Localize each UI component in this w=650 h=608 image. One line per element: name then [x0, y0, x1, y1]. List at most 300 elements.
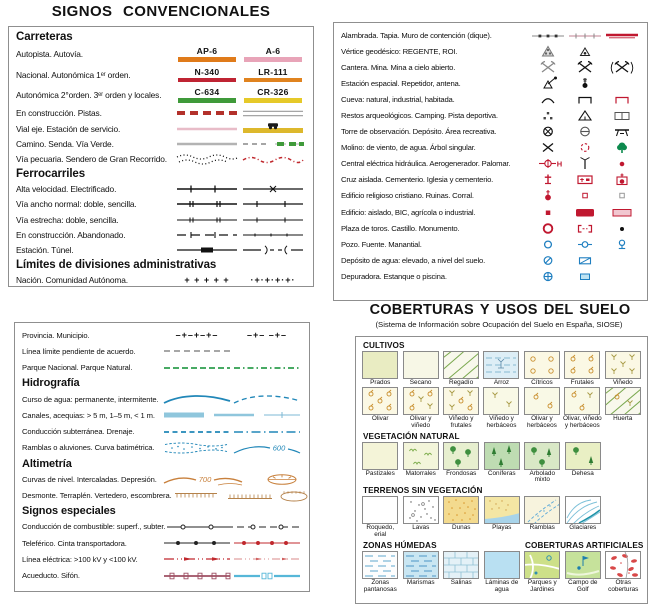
legend-row — [22, 535, 302, 551]
tile-olivar_vinedo_herbaceos — [562, 387, 602, 430]
legend-row-label: Vértice geodésico: REGENTE, ROI. — [341, 46, 458, 56]
casing-symbol-cell — [240, 106, 306, 120]
building-bic-icon — [566, 205, 603, 220]
dash-gray-symbol — [162, 343, 232, 359]
rail-ticks-symbol — [175, 182, 239, 196]
park-natural-glyph — [232, 360, 302, 376]
wavy-red-symbol-cell — [240, 152, 306, 166]
tile-label: Huerta — [613, 414, 633, 422]
rail-station-symbol-cell — [174, 243, 240, 257]
tile-golf — [563, 551, 604, 594]
tile-ramblas — [522, 496, 563, 539]
road-shield — [244, 47, 302, 62]
tile-label: Glaciares — [569, 524, 597, 532]
svg-text:H: H — [556, 159, 562, 169]
tile-matorrales — [401, 442, 442, 485]
legend-row — [22, 568, 302, 584]
legend-row — [341, 268, 640, 284]
legend-row — [341, 75, 640, 91]
legend-row — [16, 121, 306, 136]
sports-field-glyph — [604, 108, 640, 123]
tile-row — [360, 551, 522, 594]
tile-otras — [603, 551, 644, 594]
corral-icon — [603, 188, 640, 203]
legend-row-label: En construcción. Abandonado. — [16, 229, 126, 240]
line-symbol-cell — [174, 122, 240, 136]
legend-row — [22, 360, 302, 376]
salinas-swatch — [443, 551, 479, 579]
road-line — [178, 78, 236, 83]
ruins-dots-glyph — [530, 108, 566, 123]
park-nacional-symbol — [162, 360, 232, 376]
building-industrial-glyph — [604, 205, 640, 220]
castle-icon — [566, 221, 603, 236]
legend-row — [16, 85, 306, 106]
legend-row-label: En construcción. Pistas. — [16, 108, 102, 119]
aqueduct-symbol — [162, 568, 232, 584]
fuel-underground-symbol — [235, 519, 305, 535]
landcover-group-heading: CULTIVOS — [363, 341, 405, 350]
tile-vinedo_frutales — [441, 387, 481, 430]
road-line — [244, 57, 302, 62]
playas-swatch — [484, 496, 520, 524]
tile-huerta — [603, 387, 643, 430]
casing-symbol — [241, 106, 305, 120]
mine-gray-icon — [529, 60, 566, 75]
rail-double-symbol-cell — [174, 197, 240, 211]
landcover-subtitle: (Sistema de Información sobre Ocupación del Suelo en España, SIOSE) — [375, 320, 623, 329]
laminas-swatch — [484, 551, 520, 579]
legend-row — [16, 106, 306, 121]
watermill-icon — [566, 140, 603, 155]
legend-row-label: Acueducto. Sifón. — [22, 571, 80, 581]
water-tank-elevated-icon — [529, 253, 566, 268]
boundary-symbol — [162, 330, 232, 340]
dovecote-icon — [603, 156, 640, 171]
pond-icon — [566, 269, 603, 284]
dunas-swatch — [443, 496, 479, 524]
dashes-symbol-cell — [174, 106, 240, 120]
slopes-symbol — [172, 488, 310, 504]
legend-row-label: Autopista. Autovía. — [16, 49, 83, 60]
fountain-glyph — [567, 237, 603, 252]
vertex-roi-icon — [566, 44, 603, 59]
section-heading: Hidrografía — [22, 377, 80, 390]
legend-row — [341, 124, 640, 140]
dovecote-glyph — [604, 156, 640, 171]
wavy-dots-symbol — [175, 152, 239, 166]
road-shield — [178, 88, 236, 103]
fuel-surface-symbol — [165, 519, 235, 535]
tile-arroz — [481, 351, 521, 387]
rail-station-symbol — [175, 243, 239, 257]
tile-salinas — [441, 551, 482, 594]
cablecar-glyph — [162, 535, 232, 551]
bottom-groups-row — [360, 539, 643, 594]
tile-pastizales — [360, 442, 401, 485]
legend-row-label: Conducción de combustible: superf., subter. — [22, 522, 166, 532]
tile-olivar — [360, 387, 400, 430]
hydro-plant-glyph — [530, 156, 566, 171]
tile-laminas — [482, 551, 523, 594]
tile-label: Olivar y viñedo — [409, 414, 432, 429]
legend-row — [341, 188, 640, 204]
wall-glyph — [567, 28, 603, 43]
tile-label: Olivar y herbáceos — [526, 414, 557, 429]
mine-black-icon — [566, 60, 603, 75]
road-shield-label: C-634 — [194, 87, 220, 98]
legend-row-label: Estación espacial. Repetidor, antena. — [341, 78, 461, 88]
tile-olivar_vinedo — [400, 387, 440, 430]
tile-citricos — [522, 351, 562, 387]
tunnel-symbol — [241, 243, 305, 257]
line-symbol — [175, 137, 239, 151]
cave-bracket-black-icon — [566, 92, 603, 107]
tile-label: Cítricos — [531, 379, 553, 386]
pantanosas-swatch — [362, 551, 398, 579]
legend-row-label: Restos arqueológicos. Camping. Pista deportiva. — [341, 111, 498, 121]
olivar_vinedo-swatch — [403, 387, 439, 415]
power-hv-symbol — [162, 551, 232, 567]
line-symbol — [175, 122, 239, 136]
legend-row — [22, 440, 302, 456]
fence-icon — [529, 28, 566, 43]
panel-misc — [14, 322, 310, 592]
sports-field-icon — [603, 108, 640, 123]
boundary-symbol-text: –+–+–+– — [175, 330, 219, 341]
vertex-regente-glyph — [530, 44, 566, 59]
power-lv-glyph — [232, 551, 302, 567]
cave-arc-icon — [529, 92, 566, 107]
cave-bracket-red-glyph — [604, 92, 640, 107]
ruins-square-icon — [566, 188, 603, 203]
tile-dunas — [441, 496, 482, 539]
road-shield-label: A-6 — [265, 46, 281, 57]
roquedo-swatch — [362, 496, 398, 524]
wavy-red-symbol — [241, 152, 305, 166]
regadio-swatch — [443, 351, 479, 379]
tile-label: Viñedo — [612, 379, 633, 386]
road-shield — [244, 88, 302, 103]
empty-symbol — [232, 343, 302, 359]
legend-row-label: Línea eléctrica: >100 kV y <100 kV. — [22, 554, 138, 564]
bullring-icon — [529, 221, 566, 236]
deposit-icon — [566, 124, 603, 139]
tile-label: Láminas de agua — [485, 578, 519, 593]
shield-symbol-cell — [240, 68, 306, 83]
legend-row-label: Vía pecuaria. Sendero de Gran Recorrido. — [16, 153, 167, 164]
glaciares-swatch — [565, 496, 601, 524]
legend-row — [16, 151, 306, 166]
power-lv-symbol — [232, 551, 302, 567]
tile-label: Prados — [370, 379, 391, 386]
ramblas-swatch — [524, 496, 560, 524]
observation-tower-icon — [529, 124, 566, 139]
citricos-swatch — [524, 351, 560, 379]
legend-row — [22, 343, 302, 359]
tile-arbolado_mixto — [522, 442, 563, 485]
legend-row-label: Canales, acequias: > 5 m, 1–5 m, < 1 m. — [22, 410, 155, 420]
legend-row-label: Edificio: aislado, BIC, agrícola o industrial. — [341, 207, 476, 217]
shield-symbol-cell — [174, 47, 240, 62]
legend-row-label: Nacional. Autonómica 1ᵉʳ orden. — [16, 69, 131, 80]
svg-text:600: 600 — [272, 443, 286, 453]
tile-label: Olivar — [371, 414, 389, 422]
river-glyph — [162, 391, 232, 407]
spring-icon — [603, 237, 640, 252]
tile-label: Regadío — [448, 379, 474, 386]
river-intermittent-symbol — [232, 391, 302, 407]
legend-row-label: Depósito de agua: elevado, a nivel del suelo. — [341, 255, 486, 265]
tile-label: Playas — [492, 524, 512, 532]
tile-label: Viñedo y frutales — [448, 414, 474, 429]
arbolado_mixto-swatch — [524, 442, 560, 470]
tunnel-symbol-cell — [240, 243, 306, 257]
tile-parques — [522, 551, 563, 594]
corral-glyph — [604, 188, 640, 203]
pastizales-swatch — [362, 442, 398, 470]
panel-roads — [8, 26, 314, 287]
mine-open-glyph — [604, 60, 640, 75]
tile-label: Coníferas — [487, 469, 516, 477]
tile-playas — [482, 496, 523, 539]
cave-bracket-red-icon — [603, 92, 640, 107]
rail-constr-symbol-cell — [174, 228, 240, 242]
fuel-underground-glyph — [235, 519, 305, 535]
vinedo_herbaceos-swatch — [483, 387, 519, 415]
tile-regadio — [441, 351, 481, 387]
legend-row-label: Camino. Senda. Vía Verde. — [16, 138, 114, 149]
tile-label: Dunas — [452, 524, 471, 532]
mine-gray-glyph — [530, 60, 566, 75]
olivar_vinedo_herbaceos-swatch — [564, 387, 600, 415]
building-isolated-glyph — [530, 205, 566, 220]
tile-label: Frutales — [570, 379, 594, 386]
legend-row — [16, 136, 306, 151]
legend-row-label: Conducción subterránea. Drenaje. — [22, 427, 135, 437]
river-symbol — [162, 391, 232, 407]
lavas-swatch — [403, 496, 439, 524]
service-symbol-cell — [240, 122, 306, 136]
zonas-humedas-group — [360, 539, 522, 594]
legend-row — [22, 487, 302, 503]
tile-label: Salinas — [450, 578, 472, 586]
legend-row-label: Cantera. Mina. Mina a cielo abierto. — [341, 62, 456, 72]
tile-marismas — [401, 551, 442, 594]
section-heading: Límites de divisiones administrativas — [16, 258, 217, 271]
dashes-symbol — [175, 106, 239, 120]
deposit-glyph — [567, 124, 603, 139]
tile-roquedo — [360, 496, 401, 539]
bathymetric-symbol — [232, 440, 302, 456]
legend-row-label: Curvas de nivel. Intercaladas. Depresión. — [22, 474, 157, 484]
frondosas-swatch — [443, 442, 479, 470]
shield-symbol-cell — [174, 68, 240, 83]
tile-olivar_herbaceos — [522, 387, 562, 430]
windmill-icon — [529, 140, 566, 155]
road-shield — [244, 68, 302, 83]
wall-icon — [566, 28, 603, 43]
road-line — [244, 78, 302, 83]
legend-row — [22, 407, 302, 423]
picnic-table-icon — [603, 124, 640, 139]
empty-glyph — [232, 343, 302, 359]
legend-row-label: Cueva: natural, industrial, habitada. — [341, 94, 455, 104]
legend-row — [341, 27, 640, 43]
legend-row — [341, 59, 640, 75]
rail-double-thin-symbol-cell — [174, 213, 240, 227]
church-cemetery-icon — [603, 172, 640, 187]
tile-label: Zonas pantanosas — [363, 578, 397, 593]
svg-text:700: 700 — [198, 475, 212, 485]
legend-row-label: Alambrada. Tapia. Muro de contención (dique). — [341, 30, 492, 40]
rail-double-thin-symbol — [175, 213, 239, 227]
legend-row — [22, 519, 302, 535]
legend-row — [341, 107, 640, 123]
dike-icon — [603, 28, 640, 43]
legend-row — [341, 156, 640, 172]
text-sym-symbol-cell — [174, 275, 240, 285]
legend-row — [22, 471, 302, 487]
church-cemetery-glyph — [604, 172, 640, 187]
rail-aband-symbol-cell — [240, 228, 306, 242]
road-shield-label: N-340 — [194, 66, 220, 77]
mine-black-glyph — [567, 60, 603, 75]
legend-row — [22, 391, 302, 407]
rail-ticks-symbol-cell — [174, 182, 240, 196]
water-tank-ground-icon — [566, 253, 603, 268]
rail-constr-symbol — [175, 228, 239, 242]
drainage-symbol — [232, 424, 302, 440]
landcover-group-heading: TERRENOS SIN VEGETACIÓN — [363, 486, 483, 496]
tile-frondosas — [441, 442, 482, 485]
hydro-plant-icon — [529, 156, 566, 171]
power-hv-glyph — [162, 551, 232, 567]
legend-row-label: Provincia. Municipio. — [22, 330, 90, 340]
tile-label: Ramblas — [529, 524, 555, 532]
huerta-swatch — [605, 387, 641, 415]
legend-row-label: Edificio religioso cristiano. Ruinas. Corral. — [341, 191, 474, 201]
rail-single-symbol-cell — [240, 197, 306, 211]
shield-symbol-cell — [240, 47, 306, 62]
building-industrial-icon — [603, 205, 640, 220]
tile-label: Dehesa — [571, 469, 594, 477]
spring-glyph — [604, 237, 640, 252]
page-title: SIGNOS CONVENCIONALES — [51, 3, 271, 20]
tile-dehesa — [563, 442, 604, 485]
cemetery-icon — [566, 172, 603, 187]
frutales-swatch — [564, 351, 600, 379]
legend-row — [16, 65, 306, 86]
tile-secano — [400, 351, 440, 387]
road-shield-label: CR-326 — [257, 87, 289, 98]
section-heading: Carreteras — [16, 30, 73, 43]
panel-symbols — [333, 22, 648, 301]
well-icon — [529, 237, 566, 252]
siphon-glyph — [232, 568, 302, 584]
tile-row — [360, 496, 643, 539]
section-heading: Altimetría — [22, 457, 72, 470]
vinedo-swatch — [605, 351, 641, 379]
service-symbol — [241, 122, 305, 136]
fence-glyph — [530, 28, 566, 43]
water-tank-ground-glyph — [567, 253, 603, 268]
vinedo_frutales-swatch — [443, 387, 479, 415]
prados-swatch — [362, 351, 398, 379]
olivar-swatch — [362, 387, 398, 415]
legend-row — [16, 227, 306, 242]
section-heading: Signos especiales — [22, 505, 116, 518]
contours-symbol — [162, 471, 302, 487]
tile-label: Pastizales — [365, 469, 395, 477]
wavy-dots-symbol-cell — [174, 152, 240, 166]
castle-glyph — [567, 221, 603, 236]
otras-swatch — [605, 551, 641, 579]
road-line — [244, 98, 302, 103]
coniferas-swatch — [484, 442, 520, 470]
legend-row — [341, 43, 640, 59]
legend-row-label: Parque Nacional. Parque Natural. — [22, 363, 133, 373]
tile-label: Olivar, viñedo y herbáceos — [562, 414, 602, 429]
alluvium-glyph — [162, 440, 232, 456]
shield-symbol-cell — [240, 88, 306, 103]
alluvium-symbol — [162, 440, 232, 456]
tile-glaciares — [563, 496, 604, 539]
dish-glyph — [530, 76, 566, 91]
drainage-glyph — [232, 424, 302, 440]
legend-row-label: Vía ancho normal: doble, sencilla. — [16, 199, 137, 210]
legend-row-label: Cruz aislada. Cementerio. Iglesia y cementerio. — [341, 175, 494, 185]
pipe-underground-glyph — [162, 424, 232, 440]
monument-glyph — [604, 221, 640, 236]
slopes-glyph — [172, 488, 310, 504]
rail-x-symbol — [241, 182, 305, 196]
wind-turbine-icon — [566, 156, 603, 171]
fountain-icon — [566, 237, 603, 252]
dike-glyph — [604, 28, 640, 43]
dash-gray-glyph — [162, 343, 232, 359]
fuel-surface-glyph — [165, 519, 235, 535]
text-sym-symbol-cell — [240, 275, 306, 285]
tile-label: Matorrales — [405, 469, 436, 477]
legend-row — [22, 551, 302, 567]
isolated-cross-icon — [529, 172, 566, 187]
legend-row — [341, 140, 640, 156]
tile-label: Parques y Jardines — [527, 578, 557, 593]
park-natural-symbol — [232, 360, 302, 376]
legend-row-label: Molino: de viento, de agua. Árbol singular. — [341, 143, 476, 153]
windmill-glyph — [530, 140, 566, 155]
tile-coniferas — [482, 442, 523, 485]
legend-row-label: Pozo. Fuente. Manantial. — [341, 239, 422, 249]
tile-label: Arbolado mixto — [529, 469, 556, 484]
ruins-dots-icon — [529, 108, 566, 123]
tile-row — [360, 442, 643, 485]
vertex-roi-glyph — [567, 44, 603, 59]
olivar_herbaceos-swatch — [524, 387, 560, 415]
legend-row-label: Torre de observación. Depósito. Área recreativa. — [341, 127, 497, 137]
legend-row-label: Teleférico. Cinta transportadora. — [22, 538, 127, 548]
legend-row-label: Ramblas o aluviones. Curva batimétrica. — [22, 443, 155, 453]
tile-pantanosas — [360, 551, 401, 594]
camping-glyph — [567, 108, 603, 123]
cave-arc-glyph — [530, 92, 566, 107]
pond-glyph — [567, 269, 603, 284]
watermill-glyph — [567, 140, 603, 155]
legend-row-label: Vial eje. Estación de servicio. — [16, 123, 121, 134]
siphon-symbol — [232, 568, 302, 584]
boundary-symbol: + + + + + — [184, 275, 230, 286]
